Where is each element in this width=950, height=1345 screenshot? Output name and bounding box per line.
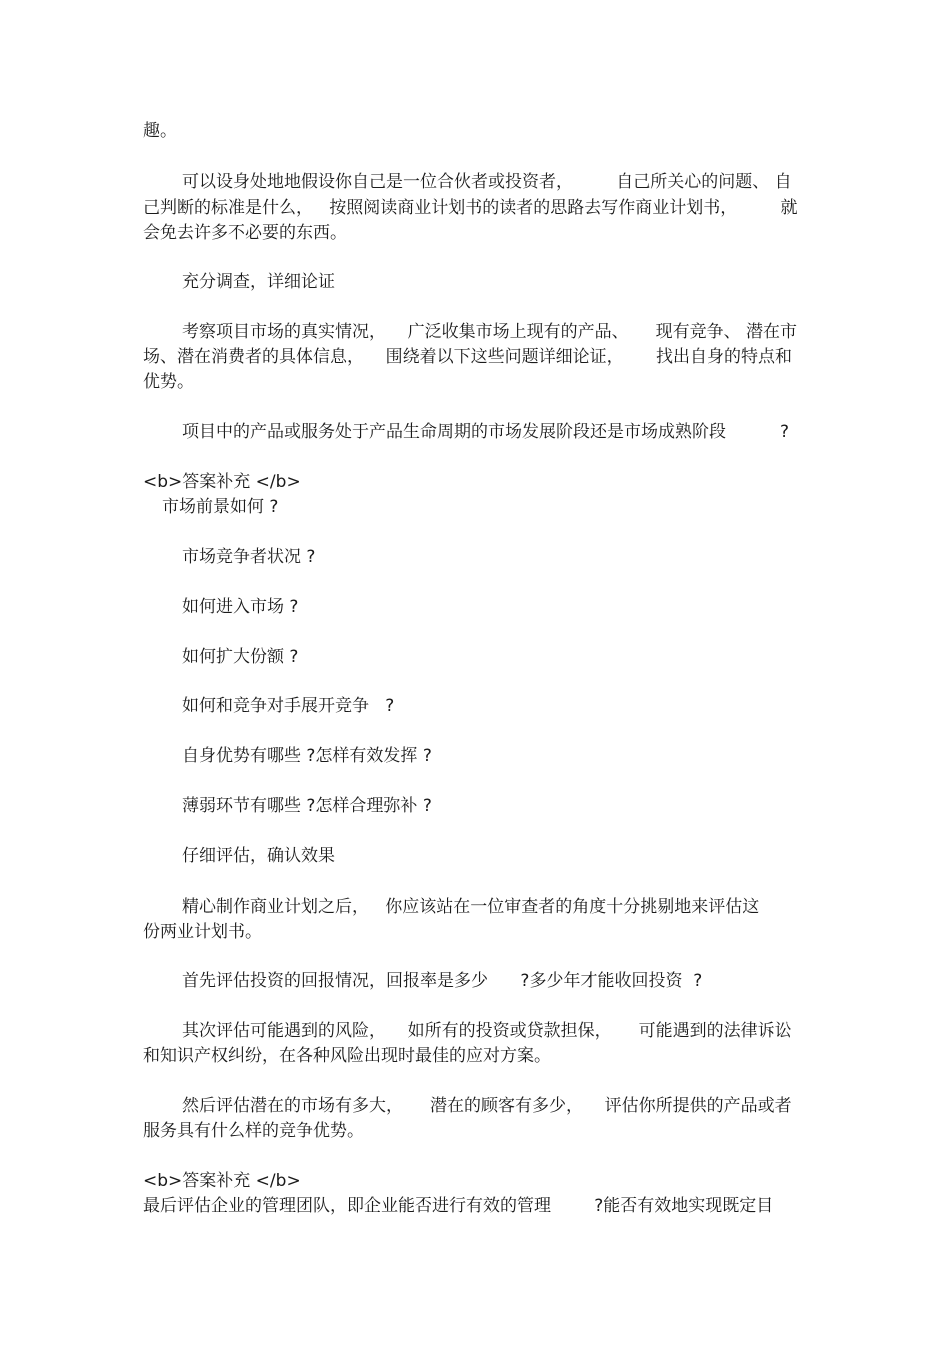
text-line: 优势。 (143, 372, 194, 392)
section-heading: 充分调查，详细论证 (182, 272, 335, 292)
text-line: 精心制作商业计划之后， 你应该站在一位审查者的角度十分挑剔地来评估这 (182, 897, 760, 917)
text-line: 首先评估投资的回报情况，回报率是多少 ?多少年才能收回投资 ? (182, 971, 703, 991)
section-heading: 仔细评估，确认效果 (182, 846, 335, 866)
text-line: 和知识产权纠纷，在各种风险出现时最佳的应对方案。 (143, 1046, 551, 1066)
text-line: 会免去许多不必要的东西。 (143, 223, 347, 243)
text-line: 趣。 (143, 121, 177, 141)
text-line: 份两业计划书。 (143, 922, 262, 942)
text-line: 薄弱环节有哪些 ?怎样合理弥补 ? (182, 796, 432, 816)
text-line: 项目中的产品或服务处于产品生命周期的市场发展阶段还是市场成熟阶段 ? (182, 422, 790, 442)
answer-supplement-label: <b>答案补充 </b> (143, 472, 301, 492)
text-line: 场、潜在消费者的具体信息， 围绕着以下这些问题详细论证， 找出自身的特点和 (143, 347, 793, 367)
text-line: 市场前景如何 ? (162, 497, 279, 517)
text-line: 考察项目市场的真实情况， 广泛收集市场上现有的产品、 现有竞争、 潜在市 (182, 322, 798, 342)
text-line: 其次评估可能遇到的风险， 如所有的投资或贷款担保， 可能遇到的法律诉讼 (182, 1021, 792, 1041)
text-line: 自身优势有哪些 ?怎样有效发挥 ? (182, 746, 432, 766)
text-line: 服务具有什么样的竞争优势。 (143, 1121, 364, 1141)
text-line: 可以设身处地地假设你自己是一位合伙者或投资者， 自己所关心的问题、 自 (182, 172, 792, 192)
answer-supplement-label: <b>答案补充 </b> (143, 1171, 301, 1191)
text-line: 己判断的标准是什么， 按照阅读商业计划书的读者的思路去写作商业计划书， 就 (143, 198, 798, 218)
text-line: 市场竞争者状况 ? (182, 547, 316, 567)
text-line: 如何扩大份额 ? (182, 647, 299, 667)
text-line: 如何和竞争对手展开竞争 ? (182, 696, 395, 716)
text-line: 最后评估企业的管理团队，即企业能否进行有效的管理 ?能否有效地实现既定目 (143, 1196, 774, 1216)
text-line: 如何进入市场 ? (182, 597, 299, 617)
text-line: 然后评估潜在的市场有多大， 潜在的顾客有多少， 评估你所提供的产品或者 (182, 1096, 792, 1116)
